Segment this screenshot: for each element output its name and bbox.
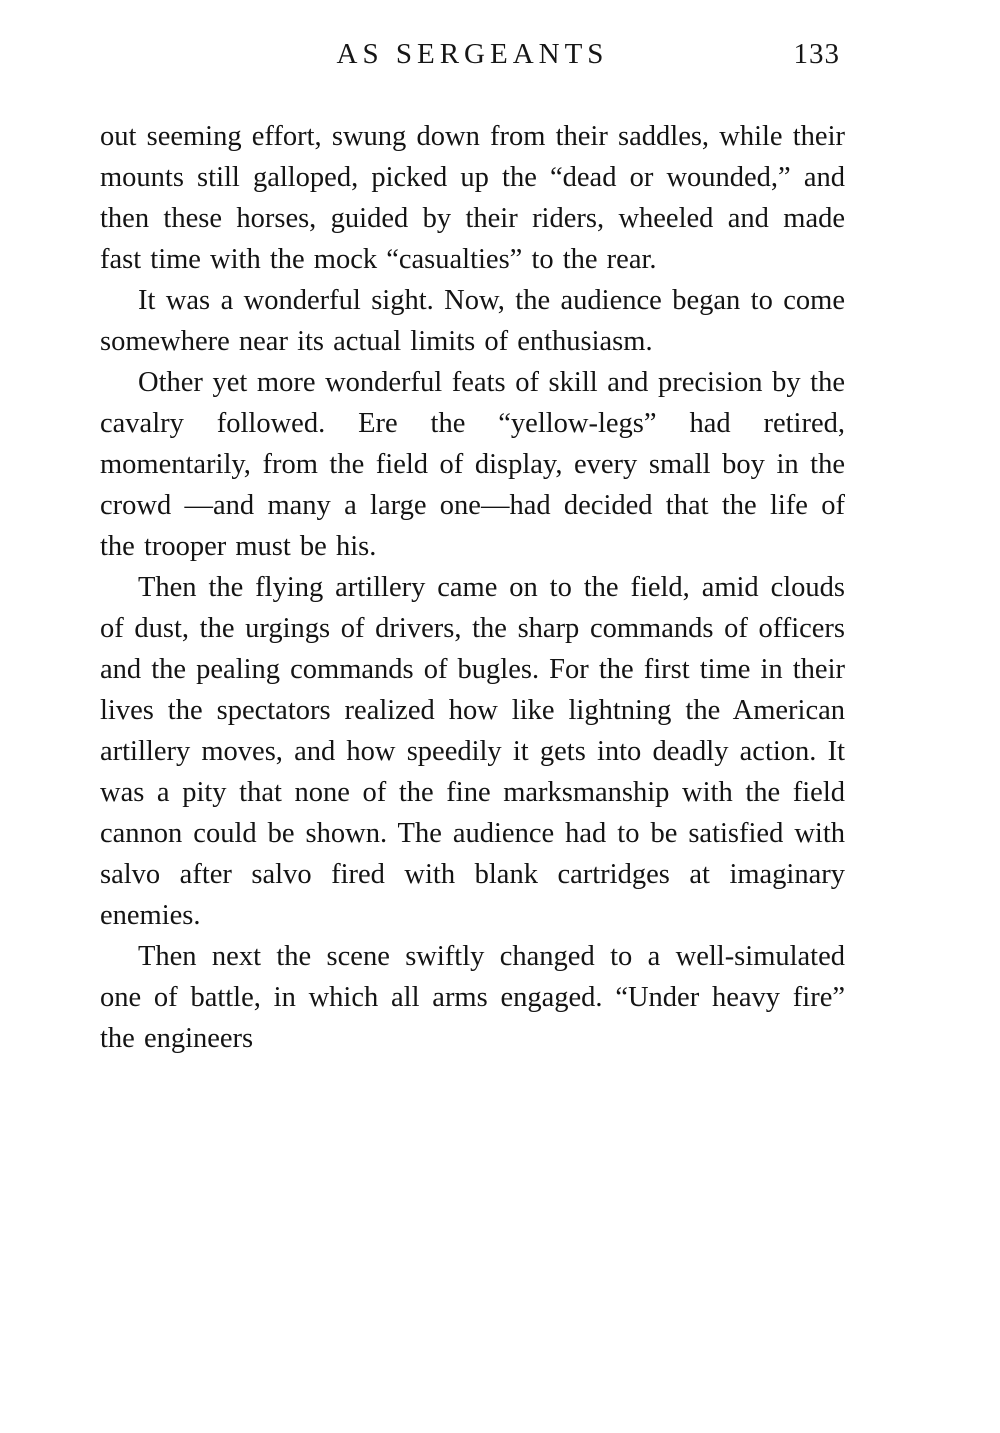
body-text	[100, 116, 845, 1059]
paragraph: Other yet more wonderful feats of skill and precision by the cavalry followed. Ere the “yellow-legs” had retired, momentarily, from the field of display, every small boy in the crowd —and many a large one—had decided that the life of the trooper must be his.	[100, 367, 845, 562]
paragraph: out seeming effort, swung down from their saddles, while their mounts still galloped, picked up the “dead or wounded,” and then these horses, guided by their riders, wheeled and made fast time with the mock “casualties” to the rear.	[100, 121, 845, 275]
page-number: 133	[793, 38, 840, 70]
paragraph: Then next the scene swiftly changed to a well-simulated one of battle, in which all arms engaged. “Under heavy fire” the engineers	[100, 941, 845, 1054]
paragraph: It was a wonderful sight. Now, the audience began to come somewhere near its actual limits of enthusiasm.	[100, 285, 845, 357]
running-head	[100, 38, 845, 74]
page-header-title: AS SERGEANTS	[336, 38, 609, 70]
paragraph: Then the flying artillery came on to the field, amid clouds of dust, the urgings of drivers, the sharp commands of officers and the pealing commands of bugles. For the first time in their lives the spectators realized how like lightning the American artillery moves, and how speedily it gets into deadly action. It was a pity that none of the fine marksmanship with the field cannon could be shown. The audience had to be satisfied with salvo after salvo fired with blank cartridges at imaginary enemies.	[100, 572, 845, 931]
